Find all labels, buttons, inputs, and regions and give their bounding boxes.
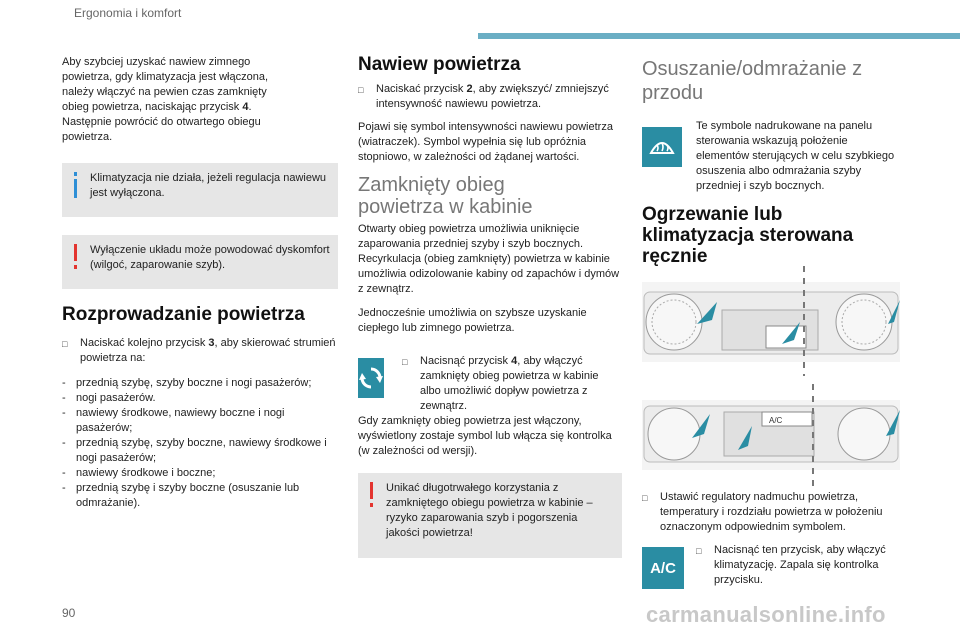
step-item: □ Nacisnąć przycisk 4, aby włączyć zamknięty obieg powietrza w kabinie albo umożliwić dopływ powietrza z zewnątrz. — [402, 355, 599, 412]
list-item: - przednią szybę i szyby boczne (osuszanie lub odmrażanie). — [62, 482, 300, 509]
list-item: - nawiewy środkowe i boczne; — [62, 467, 216, 479]
paragraph: Gdy zamknięty obieg powietrza jest włączony, wyświetlony zostaje symbol lub włącza się kontrolka (w zależności od wersji). — [358, 415, 612, 457]
warning-box — [358, 473, 622, 558]
checkbox-bullet-icon: □ — [696, 546, 702, 556]
warning-icon — [369, 482, 373, 508]
paragraph: Otwarty obieg powietrza umożliwia uniknięcie zaparowania przedniej szyby i szyb bocznych. Recyrkulacja (obieg zamknięty) powietrza w kabinie umożliwia odizolowanie kabiny od zapachów i dymów z zewnątrz. — [358, 223, 620, 295]
warning-text: Unikać długotrwałego korzystania z zamkniętego obiegu powietrza w kabinie – ryzyko zaparowania szyb i pogorszenia jakości powietrza! — [386, 482, 593, 539]
warning-text: Wyłączenie układu może powodować dyskomfort (wilgoć, zaparowanie szyb). — [90, 244, 330, 271]
recirc-step — [358, 354, 622, 414]
warning-icon — [73, 244, 77, 270]
section-heading: Ogrzewanie lub klimatyzacja sterowana ręcznie — [642, 204, 854, 267]
column-3 — [642, 55, 898, 267]
warning-box — [62, 235, 338, 289]
checkbox-bullet-icon: □ — [402, 357, 408, 367]
ac-button-icon — [642, 547, 684, 589]
defrost-row — [642, 119, 898, 194]
step-item: □ Naciskać kolejno przycisk 3, aby skierować strumień powietrza na: — [62, 337, 336, 364]
section-heading: Nawiew powietrza — [358, 54, 521, 75]
step-item: □ Ustawić regulatory nadmuchu powietrza, temperatury i rozdziału powietrza w położeniu oznaczonym odpowiednim symbolem. — [642, 491, 883, 533]
distribution-list — [62, 376, 338, 511]
checkbox-bullet-icon: □ — [358, 85, 364, 95]
checkbox-bullet-icon: □ — [642, 493, 648, 503]
windshield-defrost-icon — [642, 127, 682, 167]
info-text: Klimatyzacja nie działa, jeżeli regulacja nawiewu jest wyłączona. — [90, 172, 327, 199]
checkbox-bullet-icon: □ — [62, 339, 68, 349]
panel-ac-label: A/C — [769, 416, 783, 425]
info-icon — [73, 172, 77, 198]
step-item: □ Nacisnąć ten przycisk, aby włączyć klimatyzację. Zapala się kontrolka przycisku. — [696, 543, 898, 589]
recirculation-icon — [358, 358, 384, 398]
col3-steps — [642, 490, 898, 589]
separator-dotted — [803, 266, 805, 376]
paragraph: Jednocześnie umożliwia on szybsze uzyskanie ciepłego lub zimnego powietrza. — [358, 307, 587, 334]
list-item: - nawiewy środkowe, nawiewy boczne i nogi pasażerów; — [62, 407, 285, 434]
separator-dotted — [812, 384, 814, 490]
control-panel-illustration-bottom — [642, 400, 900, 470]
column-1 — [62, 55, 338, 511]
list-item: - nogi pasażerów. — [62, 392, 156, 404]
intro-paragraph: Aby szybciej uzyskać nawiew zimnego powietrza, gdy klimatyzacja jest włączona, należy włączyć na pewien czas zamknięty obieg powietrza, naciskając przycisk 4. Następnie powrócić do otwartego obiegu powietrza. — [62, 56, 269, 143]
ac-step — [642, 543, 898, 589]
header-accent-bar — [478, 33, 960, 39]
info-box — [62, 163, 338, 217]
subsection-heading: Osuszanie/odmrażanie z przodu — [642, 58, 863, 104]
section-heading: Rozprowadzanie powietrza — [62, 304, 305, 325]
defrost-text: Te symbole nadrukowane na panelu sterowania wskazują położenie elementów sterujących w celu szybkiego osuszenia albo odmrażania szyby przedniej i szyb bocznych. — [696, 120, 895, 192]
subsection-heading: Zamknięty obieg powietrza w kabinie — [358, 174, 533, 218]
section-title: Ergonomia i komfort — [74, 6, 182, 20]
list-item: - przednią szybę, szyby boczne i nogi pasażerów; — [62, 377, 312, 389]
step-item: □ Naciskać przycisk 2, aby zwiększyć/ zmniejszyć intensywność nawiewu powietrza. — [358, 83, 609, 110]
paragraph: Pojawi się symbol intensywności nawiewu powietrza (wiatraczek). Symbol wypełnia się lub opróżnia stopniowo, w zależności od żądanej wartości. — [358, 121, 613, 163]
page-number: 90 — [62, 606, 76, 620]
watermark: carmanualsonline.info — [646, 602, 886, 627]
control-panel-illustration-top — [642, 282, 900, 362]
column-2 — [358, 55, 622, 558]
ac-icon-label: A/C — [650, 559, 676, 577]
list-item: - przednią szybę, szyby boczne, nawiewy środkowe i nogi pasażerów; — [62, 437, 327, 464]
